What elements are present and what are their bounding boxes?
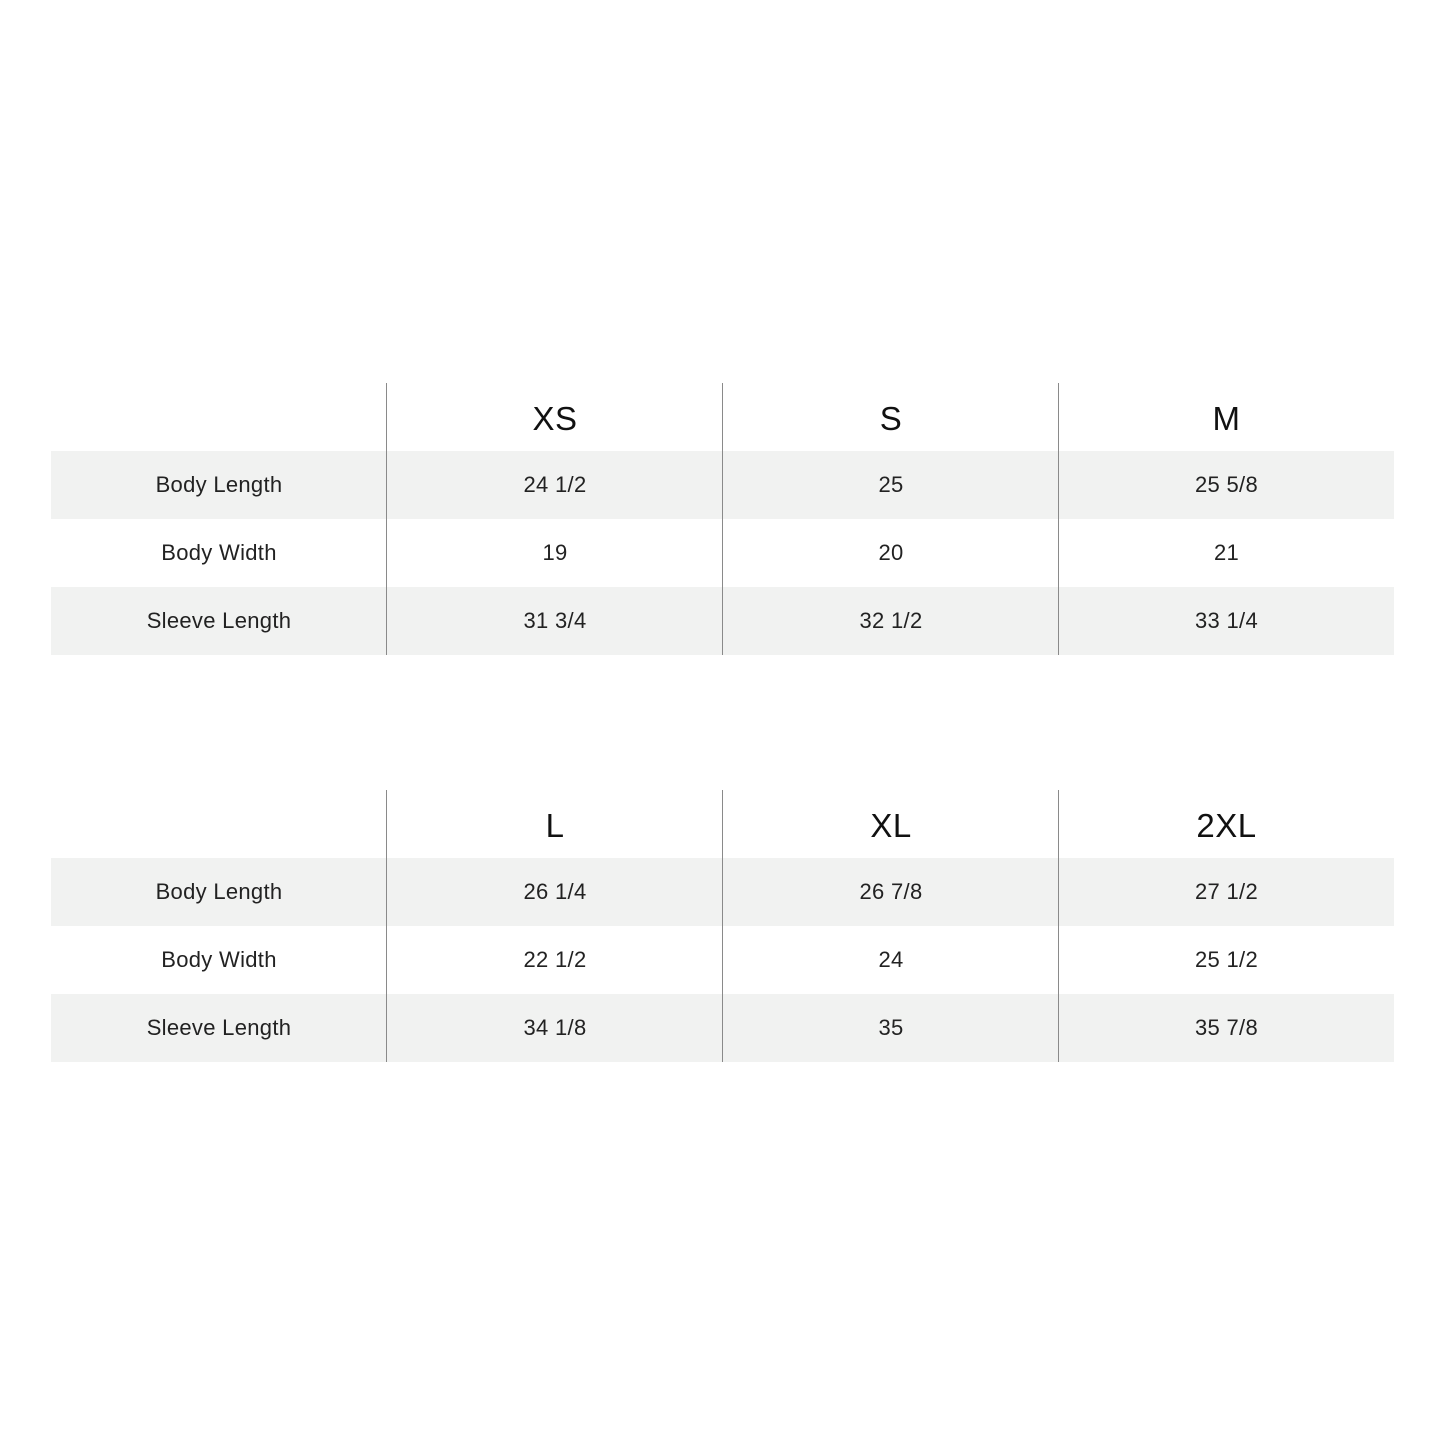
header-empty-cell	[51, 383, 387, 451]
row-label: Body Length	[155, 472, 283, 497]
measurement-value: 25 5/8	[1195, 472, 1258, 497]
size-chart-table-2	[51, 790, 1394, 1062]
measurement-value: 20	[878, 540, 904, 565]
measurement-value: 35	[878, 1015, 904, 1040]
size-header-l: L	[545, 807, 565, 844]
column-divider	[1058, 790, 1059, 1062]
measurement-value: 25	[878, 472, 904, 497]
column-divider	[386, 790, 387, 1062]
measurement-value: 26 1/4	[523, 879, 587, 904]
measurement-value: 19	[542, 540, 568, 565]
measurement-value: 31 3/4	[523, 608, 587, 633]
row-label: Sleeve Length	[146, 1015, 292, 1040]
measurement-value: 32 1/2	[859, 608, 923, 633]
size-chart-table-1	[51, 383, 1394, 655]
header-empty-cell	[51, 790, 387, 858]
column-divider	[722, 383, 723, 655]
measurement-value: 35 7/8	[1195, 1015, 1258, 1040]
measurement-value: 21	[1213, 540, 1240, 565]
column-divider	[386, 383, 387, 655]
row-label: Body Width	[161, 540, 277, 565]
size-header-xl: XL	[870, 807, 912, 844]
size-header-m: M	[1212, 400, 1241, 437]
measurement-value: 26 7/8	[859, 879, 923, 904]
row-label: Body Length	[155, 879, 283, 904]
size-header-2xl: 2XL	[1196, 807, 1257, 844]
measurement-value: 22 1/2	[523, 947, 587, 972]
column-divider	[722, 790, 723, 1062]
measurement-value: 24	[878, 947, 904, 972]
measurement-value: 24 1/2	[523, 472, 587, 497]
measurement-value: 33 1/4	[1195, 608, 1258, 633]
row-label: Sleeve Length	[146, 608, 292, 633]
column-divider	[1058, 383, 1059, 655]
measurement-value: 27 1/2	[1195, 879, 1258, 904]
size-header-xs: XS	[532, 400, 578, 437]
row-label: Body Width	[161, 947, 277, 972]
measurement-value: 34 1/8	[523, 1015, 587, 1040]
measurement-value: 25 1/2	[1195, 947, 1258, 972]
size-header-s: S	[879, 400, 903, 437]
